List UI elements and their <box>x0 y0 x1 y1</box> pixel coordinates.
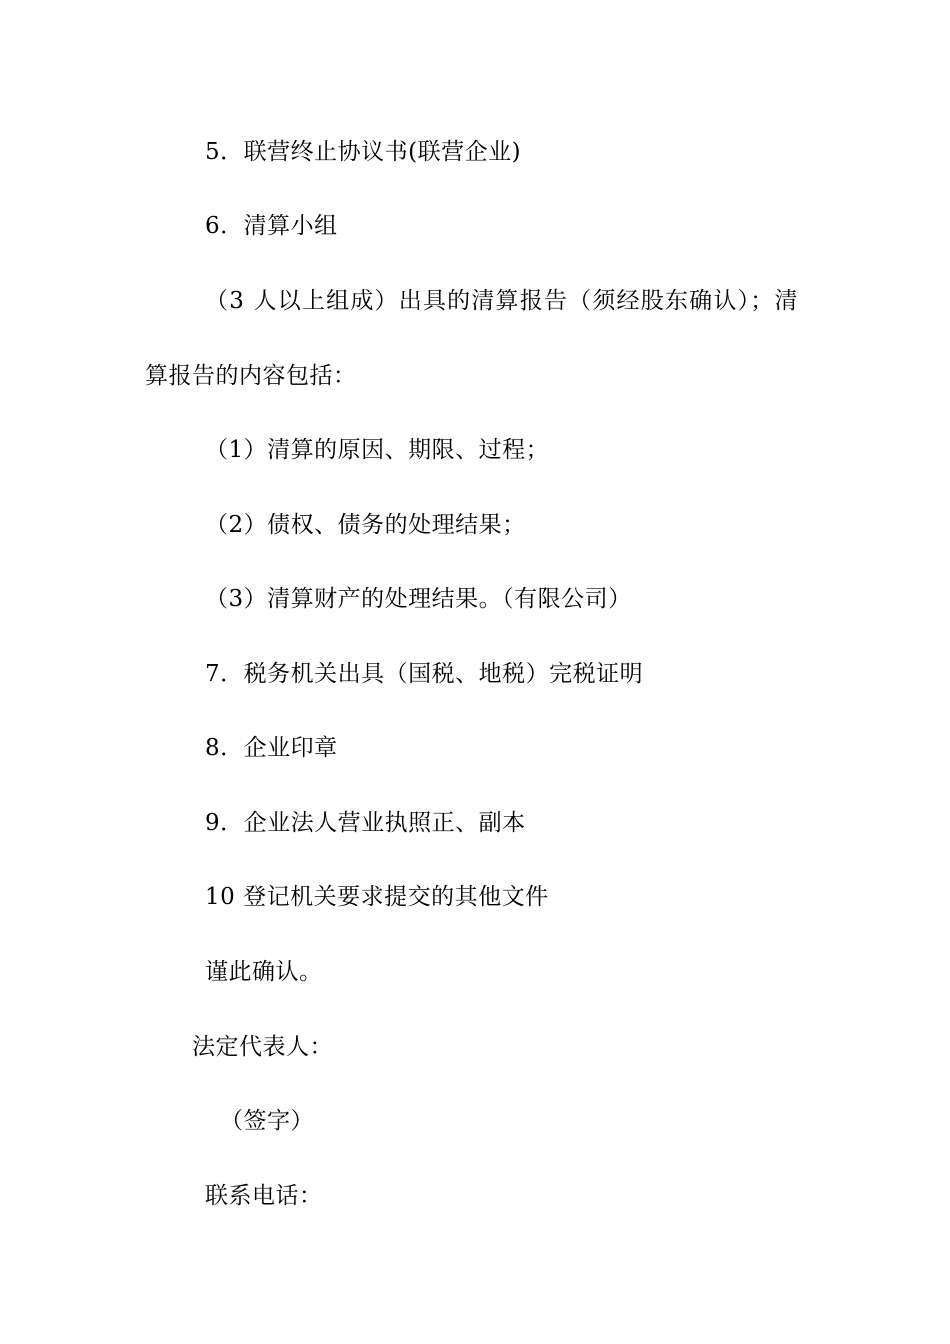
legal-representative-label: 法定代表人： <box>192 1034 333 1060</box>
item-10-other-documents: 10 登记机关要求提交的其他文件 <box>205 884 549 910</box>
item-6-liquidation-team: 6．清算小组 <box>205 213 338 239</box>
report-content-item-1: （1）清算的原因、期限、过程； <box>205 437 550 463</box>
item-8-company-seal: 8．企业印章 <box>205 735 338 761</box>
signature-label: （签字） <box>220 1108 314 1134</box>
report-content-item-2: （2）债权、债务的处理结果； <box>205 512 526 538</box>
item-9-business-license: 9．企业法人营业执照正、副本 <box>205 810 526 836</box>
report-content-item-3: （3）清算财产的处理结果。（有限公司） <box>205 586 632 612</box>
confirmation-statement: 谨此确认。 <box>205 959 323 985</box>
item-7-tax-certificate: 7．税务机关出具（国税、地税）完税证明 <box>205 661 644 687</box>
contact-phone-label: 联系电话： <box>205 1183 323 1209</box>
liquidation-report-continuation: 算报告的内容包括： <box>145 363 357 389</box>
item-5-joint-venture-termination: 5．联营终止协议书(联营企业) <box>205 139 522 165</box>
liquidation-report-sentence: （3 人以上组成）出具的清算报告（须经股东确认）；清 <box>205 288 799 314</box>
